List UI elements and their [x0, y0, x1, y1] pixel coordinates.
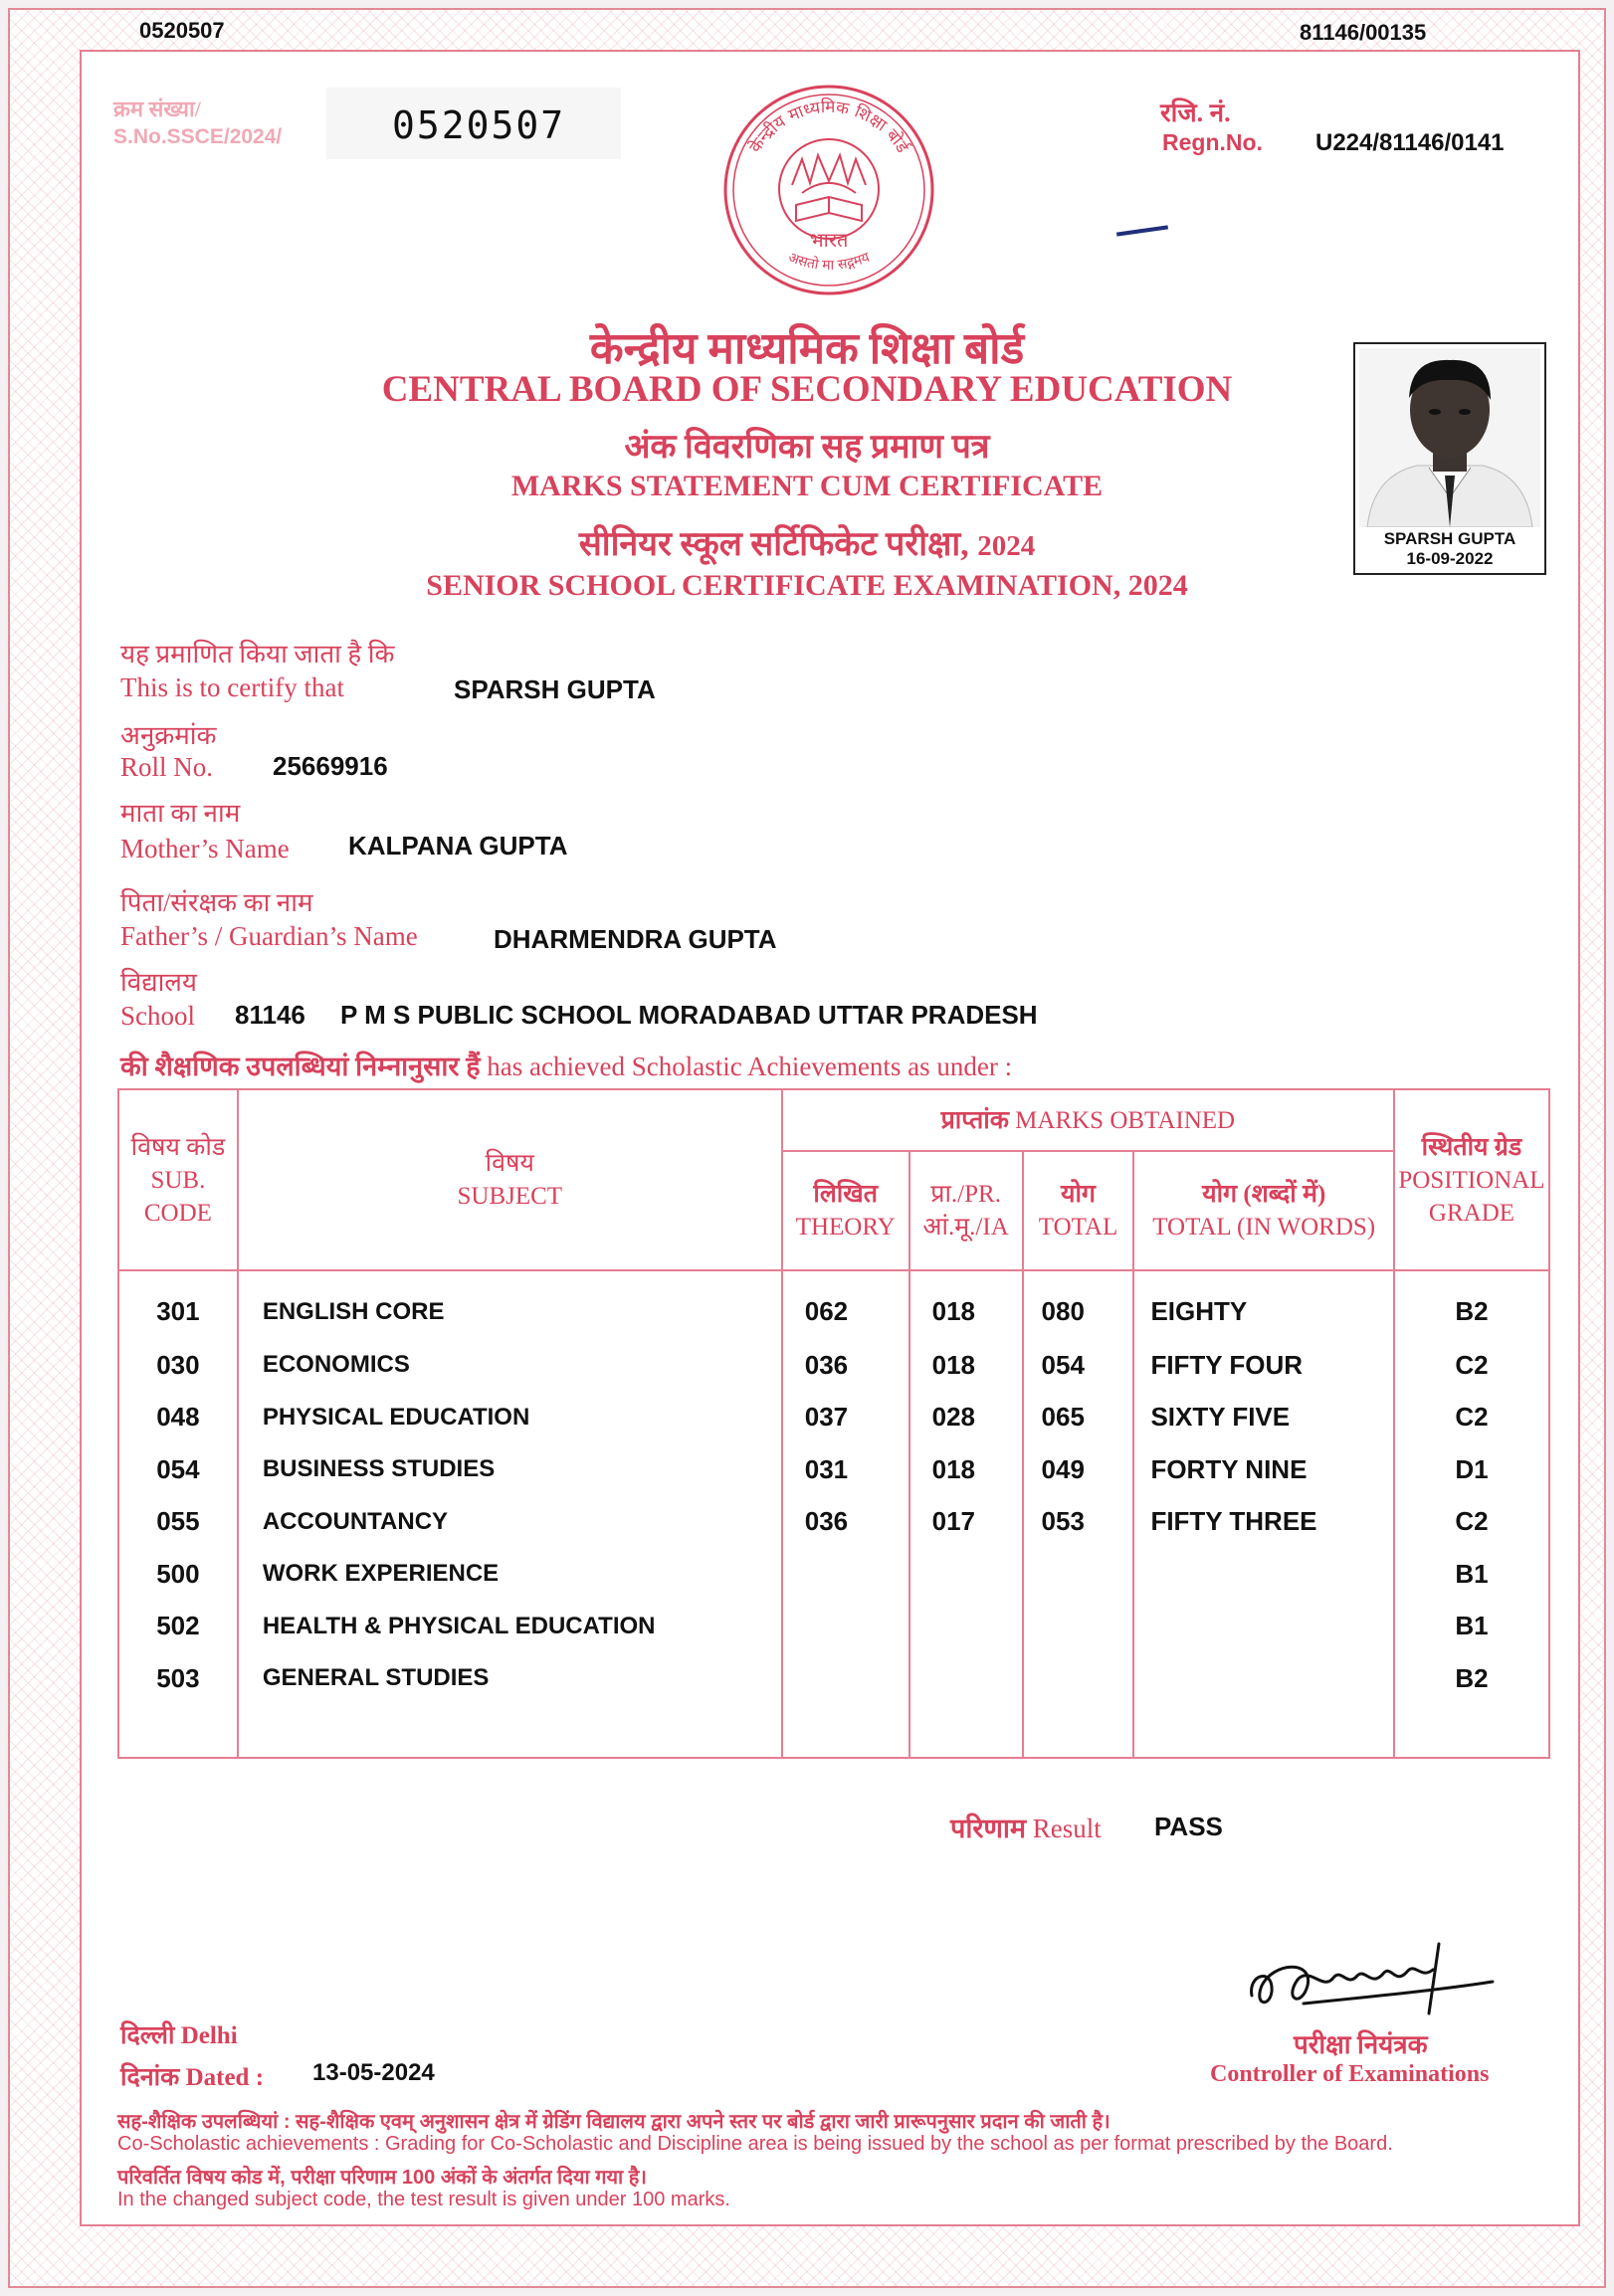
header-grade-hi: स्थितीय ग्रेड — [1421, 1133, 1522, 1161]
cell-theory — [782, 1652, 909, 1705]
marks-table — [117, 1088, 1550, 1759]
cell-theory — [782, 1600, 909, 1652]
table-row — [118, 1548, 1549, 1601]
filler-cell — [1133, 1704, 1394, 1758]
cell-total — [1023, 1548, 1134, 1601]
mother-label-hi: माता का नाम — [120, 799, 241, 828]
cell-theory: 037 — [782, 1391, 909, 1443]
dated-label-en: Dated : — [185, 2064, 265, 2091]
cell-grade: C2 — [1394, 1391, 1549, 1443]
student-photo-image — [1359, 348, 1540, 527]
footnote-changed-en: In the changed subject code, the test result is given under 100 marks. — [117, 2189, 730, 2210]
school-name: P M S PUBLIC SCHOOL MORADABAD UTTAR PRADESH — [340, 1000, 1038, 1030]
cell-words: SIXTY FIVE — [1133, 1391, 1394, 1443]
header-grade-en2: GRADE — [1428, 1199, 1515, 1227]
achievements-line — [120, 1047, 1012, 1083]
cell-grade: B2 — [1394, 1270, 1549, 1339]
header-subject-en: SUBJECT — [457, 1183, 563, 1210]
cell-code: 301 — [118, 1270, 238, 1339]
controller-signature — [1244, 1934, 1503, 2023]
father-label-en: Father’s / Guardian’s Name — [120, 921, 418, 951]
serial-label-hi: क्रम संख्या/ — [113, 96, 201, 121]
cell-code: 054 — [118, 1443, 238, 1496]
cell-words — [1133, 1548, 1394, 1601]
cell-code: 500 — [118, 1548, 238, 1601]
cell-pr: 028 — [909, 1391, 1023, 1443]
exam-title-en: SENIOR SCHOOL CERTIFICATE EXAMINATION, 2024 — [426, 569, 1188, 602]
result-value: PASS — [1154, 1812, 1223, 1841]
result-label — [950, 1809, 1102, 1845]
header-grade — [1394, 1089, 1549, 1270]
footnote-changed-hi: परिवर्तित विषय कोड में, परीक्षा परिणाम 100 अंकों के अंतर्गत दिया गया है। — [117, 2167, 647, 2189]
achievements-en: has achieved Scholastic Achievements as under : — [487, 1052, 1013, 1081]
cell-pr — [909, 1652, 1023, 1705]
photo-caption-date: 16-09-2022 — [1406, 549, 1494, 568]
cell-subject: WORK EXPERIENCE — [238, 1548, 782, 1601]
board-title-en: CENTRAL BOARD OF SECONDARY EDUCATION — [381, 369, 1233, 410]
photo-caption-name: SPARSH GUPTA — [1383, 529, 1516, 548]
svg-text:असतो मा सद्गमय: असतो मा सद्गमय — [785, 249, 873, 275]
cell-words — [1133, 1652, 1394, 1705]
student-name: SPARSH GUPTA — [454, 674, 656, 704]
roll-number: 25669916 — [273, 751, 388, 781]
header-total-words-en: TOTAL (IN WORDS) — [1152, 1214, 1376, 1241]
cell-grade: C2 — [1394, 1495, 1549, 1548]
header-total-words — [1133, 1151, 1394, 1270]
certify-label-hi: यह प्रमाणित किया जाता है कि — [120, 640, 395, 669]
certify-label-en: This is to certify that — [120, 672, 344, 702]
filler-cell — [238, 1704, 782, 1758]
cell-subject: PHYSICAL EDUCATION — [238, 1391, 782, 1443]
cell-theory: 062 — [782, 1270, 909, 1339]
cell-theory: 031 — [782, 1443, 909, 1496]
father-name: DHARMENDRA GUPTA — [494, 924, 777, 954]
regn-value: U224/81146/0141 — [1315, 129, 1505, 156]
controller-title-hi: परीक्षा नियंत्रक — [1294, 2030, 1428, 2059]
doc-title-hi: अंक विवरणिका सह प्रमाण पत्र — [624, 429, 990, 466]
cell-total: 065 — [1023, 1391, 1134, 1443]
place-en: Delhi — [180, 2022, 238, 2049]
dated-label-hi: दिनांक — [120, 2064, 180, 2091]
header-sub-code — [118, 1089, 238, 1270]
place — [120, 2017, 238, 2051]
cell-subject: GENERAL STUDIES — [238, 1652, 782, 1705]
cell-pr: 018 — [909, 1339, 1023, 1392]
father-label-hi: पिता/संरक्षक का नाम — [120, 888, 313, 917]
doc-title-en: MARKS STATEMENT CUM CERTIFICATE — [510, 470, 1104, 502]
place-hi: दिल्ली — [120, 2022, 175, 2049]
cell-total: 049 — [1023, 1443, 1134, 1496]
cell-theory: 036 — [782, 1339, 909, 1392]
cell-grade: D1 — [1394, 1443, 1549, 1496]
header-practical — [909, 1151, 1023, 1270]
header-total-words-hi: योग (शब्दों में) — [1202, 1181, 1326, 1208]
cell-grade: C2 — [1394, 1339, 1549, 1392]
cell-grade: B1 — [1394, 1548, 1549, 1601]
header-grade-en1: POSITIONAL — [1398, 1166, 1545, 1194]
code-top-right: 81146/00135 — [1300, 20, 1427, 45]
exam-title-hi-text: सीनियर स्कूल सर्टिफिकेट परीक्षा, — [578, 526, 969, 563]
regn-label-en: Regn.No. — [1162, 129, 1263, 155]
serial-top-left: 0520507 — [139, 18, 225, 43]
filler-cell — [909, 1704, 1023, 1758]
cell-words: FORTY NINE — [1133, 1443, 1394, 1496]
mother-name: KALPANA GUPTA — [348, 831, 568, 861]
svg-text:भारत: भारत — [809, 228, 849, 252]
cell-grade: B1 — [1394, 1600, 1549, 1652]
cell-subject: ENGLISH CORE — [238, 1270, 782, 1339]
cell-subject: ACCOUNTANCY — [238, 1495, 782, 1548]
cell-theory — [782, 1548, 909, 1601]
cell-pr: 018 — [909, 1443, 1023, 1496]
dated-value: 13-05-2024 — [312, 2059, 435, 2086]
cbse-emblem-icon — [714, 76, 943, 304]
cell-code: 030 — [118, 1339, 238, 1392]
achievements-hi: की शैक्षणिक उपलब्धियां निम्नानुसार हैं — [120, 1052, 481, 1081]
result-label-hi: परिणाम — [950, 1814, 1027, 1843]
header-subject-hi: विषय — [485, 1150, 534, 1177]
mother-label-en: Mother’s Name — [120, 834, 290, 863]
marks-table-body — [118, 1270, 1549, 1758]
school-code: 81146 — [235, 1000, 305, 1030]
cell-code: 503 — [118, 1652, 238, 1705]
table-row — [118, 1339, 1549, 1392]
table-row — [118, 1652, 1549, 1705]
table-row — [118, 1600, 1549, 1652]
footnote-co-en: Co-Scholastic achievements : Grading for Co-Scholastic and Discipline area is being issued by the school as per format prescribed by the Board. — [117, 2133, 1393, 2155]
cell-words — [1133, 1600, 1394, 1652]
cell-subject: BUSINESS STUDIES — [238, 1443, 782, 1496]
header-marks-en: MARKS OBTAINED — [1015, 1106, 1236, 1134]
dated-label — [120, 2059, 264, 2093]
cell-pr — [909, 1600, 1023, 1652]
cell-total — [1023, 1600, 1134, 1652]
header-theory-hi: लिखित — [813, 1181, 878, 1208]
header-practical-2: आं.मू./IA — [922, 1214, 1009, 1241]
cell-total: 080 — [1023, 1270, 1134, 1339]
header-total-en: TOTAL — [1038, 1214, 1118, 1241]
cell-pr — [909, 1548, 1023, 1601]
regn-label-hi: रजि. नं. — [1160, 98, 1231, 127]
footnote-co-hi: सह-शैक्षिक उपलब्धियां : सह-शैक्षिक एवम् अनुशासन क्षेत्र में ग्रेडिंग विद्यालय द्वारा अपने स्तर पर बोर्ड द्वारा जारी प्रारूपनुसार प्रदान की जाती है। — [117, 2111, 1110, 2133]
table-row — [118, 1270, 1549, 1339]
header-total — [1023, 1151, 1134, 1270]
roll-label-hi: अनुक्रमांक — [120, 721, 217, 750]
table-row — [118, 1391, 1549, 1443]
header-sub-code-en2: CODE — [143, 1199, 212, 1227]
cell-words: FIFTY FOUR — [1133, 1339, 1394, 1392]
filler-cell — [118, 1704, 238, 1758]
filler-cell — [782, 1704, 909, 1758]
cell-code: 502 — [118, 1600, 238, 1652]
cell-total: 053 — [1023, 1495, 1134, 1548]
table-row — [118, 1495, 1549, 1548]
filler-cell — [1023, 1704, 1134, 1758]
cell-pr: 018 — [909, 1270, 1023, 1339]
student-photo — [1353, 342, 1546, 575]
cell-words: FIFTY THREE — [1133, 1495, 1394, 1548]
result-label-en: Result — [1032, 1814, 1102, 1843]
header-practical-1: प्रा./PR. — [930, 1181, 1001, 1208]
table-filler-row — [118, 1704, 1549, 1758]
header-theory — [782, 1151, 909, 1270]
cell-code: 055 — [118, 1495, 238, 1548]
cell-pr: 017 — [909, 1495, 1023, 1548]
header-sub-code-hi: विषय कोड — [130, 1133, 226, 1161]
header-theory-en: THEORY — [795, 1214, 896, 1241]
controller-title-en: Controller of Examinations — [1210, 2061, 1490, 2087]
header-total-hi: योग — [1060, 1181, 1097, 1208]
cell-subject: HEALTH & PHYSICAL EDUCATION — [238, 1600, 782, 1652]
exam-title-year: 2024 — [977, 530, 1036, 562]
header-marks-hi: प्राप्तांक — [940, 1106, 1009, 1134]
cell-subject: ECONOMICS — [238, 1339, 782, 1392]
school-label-en: School — [120, 1001, 196, 1031]
roll-label-en: Roll No. — [120, 752, 214, 782]
cell-total — [1023, 1652, 1134, 1705]
header-subject — [238, 1089, 782, 1270]
header-sub-code-en1: SUB. — [150, 1166, 206, 1194]
serial-value: 0520507 — [392, 103, 566, 147]
board-title-hi: केन्द्रीय माध्यमिक शिक्षा बोर्ड — [589, 324, 1025, 373]
svg-text:केन्द्रीय माध्यमिक शिक्षा बोर्: केन्द्रीय माध्यमिक शिक्षा बोर्ड — [745, 96, 912, 157]
cell-words: EIGHTY — [1133, 1270, 1394, 1339]
serial-label-en: S.No.SSCE/2024/ — [113, 125, 283, 148]
header-marks-obtained — [782, 1089, 1394, 1151]
table-row — [118, 1443, 1549, 1496]
school-label-hi: विद्यालय — [120, 968, 198, 997]
cell-theory: 036 — [782, 1495, 909, 1548]
filler-cell — [1394, 1704, 1549, 1758]
cell-grade: B2 — [1394, 1652, 1549, 1705]
cell-code: 048 — [118, 1391, 238, 1443]
cell-total: 054 — [1023, 1339, 1134, 1392]
